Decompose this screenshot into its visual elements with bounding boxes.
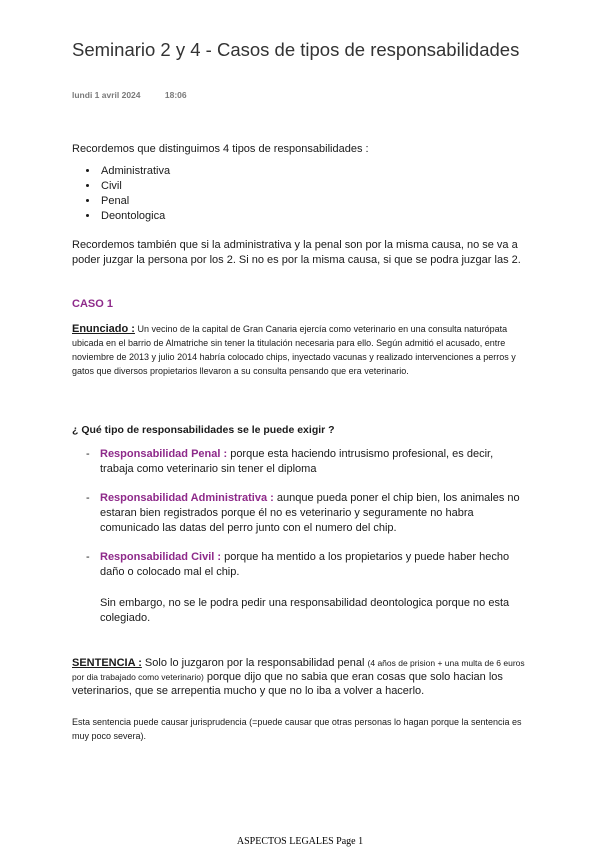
responsibility-item-penal [86, 447, 526, 477]
dash-bullet: - [86, 448, 90, 460]
sentencia-label: SENTENCIA : [72, 657, 142, 669]
list-item: • Penal [99, 194, 170, 209]
responsibility-types-list [72, 164, 170, 224]
intro-paragraph: Recordemos que distinguimos 4 tipos de responsabilidades : [72, 143, 369, 155]
responsibility-label: Responsabilidad Administrativa : [100, 492, 274, 504]
responsibility-label: Responsabilidad Penal : [100, 448, 228, 460]
responsibility-text: porque ha mentido a los propietarios y puede haber hecho daño o colocado mal el chip. [100, 551, 510, 578]
responsibility-text: aunque pueda poner el chip bien, los animales no estaran bien registrados porque él no es veterinario y seguramente no habra comunicado las datas del perro junto con el numero del chip. [100, 492, 520, 534]
note-date: lundi 1 avril 2024 [72, 90, 141, 100]
sentencia-paragraph [72, 656, 532, 698]
dash-bullet: - [86, 551, 90, 563]
note-time: 18:06 [164, 90, 187, 100]
sin-embargo-paragraph: Sin embargo, no se le podra pedir una responsabilidad deontologica porque no esta colegiado. [100, 597, 510, 624]
sentencia-detail: (4 años de prision + una multa de 6 euros por dia trabajado como veterinario) [72, 658, 525, 682]
note-paragraph: Recordemos también que si la administrativa y la penal son por la misma causa, no se va a poder juzgar la persona por los 2. Si no es por la misma causa, si que se podra juzgar las 2. [72, 239, 521, 266]
dash-bullet: - [86, 492, 90, 504]
page-footer: ASPECTOS LEGALES Page 1 [236, 836, 364, 847]
enunciado-label: Enunciado : [72, 323, 135, 335]
sentencia-text: Solo lo juzgaron por la responsabilidad penal [141, 657, 368, 669]
enunciado-text: Un vecino de la capital de Gran Canaria ejercía como veterinario en una consulta naturópata ubicada en el barrio de Almatriche sin tener la titulación necesaria para ello. Según admitió el acusado, entre noviembre de 2013 y julio 2014 habría colocado chips, inyectado vacunas y realizado intervenciones a perros y gatos que diversos propietarios llevaron a su consulta pensando que era veterinario. [72, 324, 516, 376]
page-title: Seminario 2 y 4 - Casos de tipos de responsabilidades [72, 39, 520, 60]
jurisprudencia-paragraph: Esta sentencia puede causar jurisprudencia (=puede causar que otras personas lo hagan porque la sentencia es muy poco severa). [72, 717, 522, 741]
enunciado-paragraph [72, 322, 532, 378]
question-heading: ¿ Qué tipo de responsabilidades se le puede exigir ? [72, 424, 335, 436]
responsibility-item-civil [86, 550, 526, 580]
responsibility-item-administrativa [86, 491, 526, 536]
responsibility-text: porque esta haciendo intrusismo profesional, es decir, trabaja como veterinario sin tener el diploma [100, 448, 494, 475]
responsibility-label: Responsabilidad Civil : [100, 551, 222, 563]
case-heading: CASO 1 [72, 298, 113, 310]
list-item: • Deontologica [99, 209, 170, 224]
list-item: • Administrativa [99, 164, 170, 179]
note-metadata [72, 90, 187, 100]
list-item: • Civil [99, 179, 170, 194]
sentencia-text-continued: porque dijo que no sabia que eran cosas que solo hacian los veterinarios, que se arrepentia mucho y que no lo iba a volver a hacerlo. [72, 671, 503, 697]
